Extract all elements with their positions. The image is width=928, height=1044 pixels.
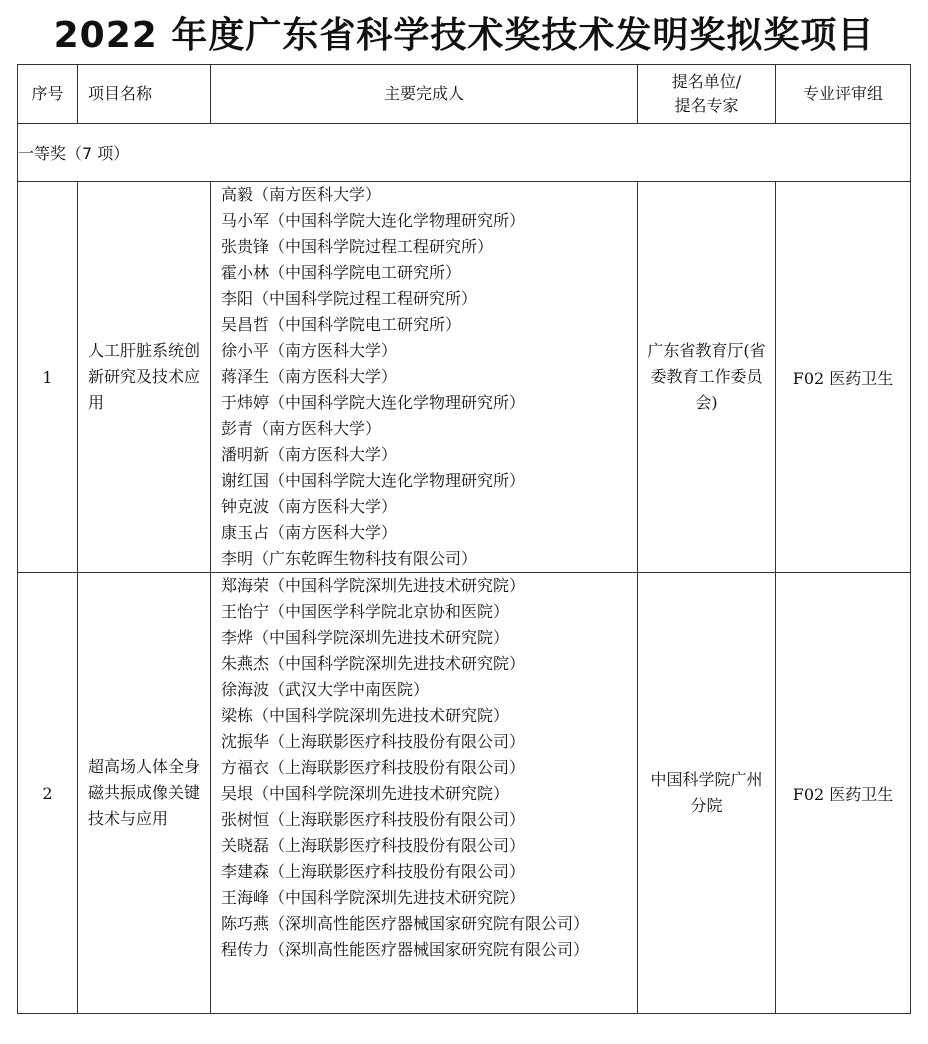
contributor-item: 沈振华（上海联影医疗科技股份有限公司） <box>221 732 526 751</box>
contributor-item: 陈巧燕（深圳高性能医疗器械国家研究院有限公司） <box>221 914 590 933</box>
contributor-item: 张树恒（上海联影医疗科技股份有限公司） <box>221 810 526 829</box>
header-project-name: 项目名称 <box>78 65 211 124</box>
row-review-group: F02 医药卫生 <box>776 573 911 1014</box>
contributor-item: 朱燕杰（中国科学院深圳先进技术研究院） <box>221 654 526 673</box>
contributor-item: 蒋泽生（南方医科大学） <box>221 367 398 386</box>
contributor-item: 张贵锋（中国科学院过程工程研究所） <box>221 237 494 256</box>
header-nominator-line1: 提名单位/ <box>671 72 742 91</box>
header-seq: 序号 <box>18 65 78 124</box>
contributor-item: 高毅（南方医科大学） <box>221 185 382 204</box>
row-contributors <box>211 182 638 573</box>
table-header-row <box>18 65 911 124</box>
header-nominator-line2: 提名专家 <box>674 96 739 115</box>
row-review-group: F02 医药卫生 <box>776 182 911 573</box>
header-nominator <box>638 65 776 124</box>
contributor-item: 钟克波（南方医科大学） <box>221 497 398 516</box>
contributor-item: 谢红国（中国科学院大连化学物理研究所） <box>221 471 526 490</box>
contributor-item: 李明（广东乾晖生物科技有限公司） <box>221 549 478 568</box>
contributor-item: 徐小平（南方医科大学） <box>221 341 398 360</box>
table-row <box>18 573 911 1014</box>
row-nominator: 中国科学院广州分院 <box>638 573 776 1014</box>
row-project-name: 人工肝脏系统创新研究及技术应用 <box>78 182 211 573</box>
contributor-item: 康玉占（南方医科大学） <box>221 523 398 542</box>
contributor-item: 彭青（南方医科大学） <box>221 419 382 438</box>
contributor-item: 徐海波（武汉大学中南医院） <box>221 680 430 699</box>
contributor-item: 梁栋（中国科学院深圳先进技术研究院） <box>221 706 510 725</box>
row-nominator: 广东省教育厅(省委教育工作委员会) <box>638 182 776 573</box>
row-project-name: 超高场人体全身磁共振成像关键技术与应用 <box>78 573 211 1014</box>
section-row <box>18 124 911 182</box>
contributor-item: 吴垠（中国科学院深圳先进技术研究院） <box>221 784 510 803</box>
row-seq: 1 <box>18 182 78 573</box>
contributor-item: 王海峰（中国科学院深圳先进技术研究院） <box>221 888 526 907</box>
contributor-item: 程传力（深圳高性能医疗器械国家研究院有限公司） <box>221 940 590 959</box>
header-main-contributors: 主要完成人 <box>211 65 638 124</box>
award-table <box>17 64 911 1014</box>
row-contributors <box>211 573 638 1014</box>
document-title: 2022 年度广东省科学技术奖技术发明奖拟奖项目 <box>53 15 875 56</box>
contributor-item: 李阳（中国科学院过程工程研究所） <box>221 289 478 308</box>
contributor-item: 霍小林（中国科学院电工研究所） <box>221 263 462 282</box>
contributor-item: 关晓磊（上海联影医疗科技股份有限公司） <box>221 836 526 855</box>
contributor-item: 李烨（中国科学院深圳先进技术研究院） <box>221 628 510 647</box>
table-row <box>18 182 911 573</box>
section-label: 一等奖（7 项） <box>18 124 911 182</box>
contributor-item: 吴昌哲（中国科学院电工研究所） <box>221 315 462 334</box>
contributor-item: 马小军（中国科学院大连化学物理研究所） <box>221 211 526 230</box>
row-seq: 2 <box>18 573 78 1014</box>
header-review-group: 专业评审组 <box>776 65 911 124</box>
contributor-item: 方福衣（上海联影医疗科技股份有限公司） <box>221 758 526 777</box>
contributor-item: 潘明新（南方医科大学） <box>221 445 398 464</box>
contributor-item: 于炜婷（中国科学院大连化学物理研究所） <box>221 393 526 412</box>
contributor-item: 李建森（上海联影医疗科技股份有限公司） <box>221 862 526 881</box>
contributor-item: 王怡宁（中国医学科学院北京协和医院） <box>221 602 510 621</box>
contributor-item: 郑海荣（中国科学院深圳先进技术研究院） <box>221 576 526 595</box>
